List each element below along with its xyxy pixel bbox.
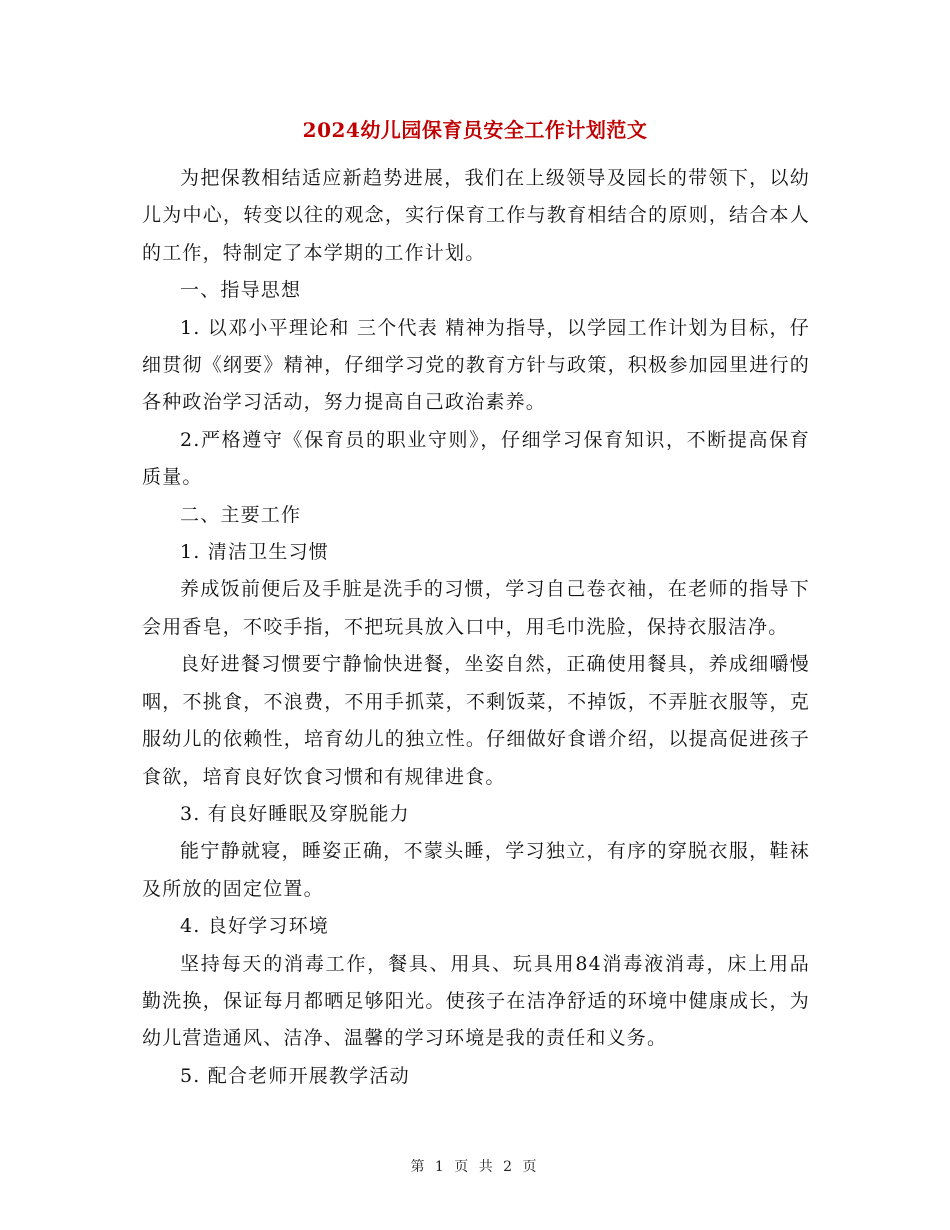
body-paragraph: 1. 以邓小平理论和 三个代表 精神为指导，以学园工作计划为目标，仔细贯彻《纲要》精神，仔细学习党的教育方针与政策，积极参加园里进行的各种政治学习活动，努力提高自己政治素养。 xyxy=(142,316,810,414)
page-number: 第 1 页 共 2 页 xyxy=(410,1159,540,1175)
subheading-teaching-activities: 5. 配合老师开展教学活动 xyxy=(180,1064,410,1087)
body-paragraph: 能宁静就寝，睡姿正确，不蒙头睡，学习独立，有序的穿脱衣服，鞋袜及所放的固定位置。 xyxy=(142,840,810,900)
subheading-sleep: 3. 有良好睡眠及穿脱能力 xyxy=(180,802,410,825)
document-title: 2024幼儿园保育员安全工作计划范文 xyxy=(302,118,648,142)
section-heading-guiding-ideology: 一、指导思想 xyxy=(180,279,302,302)
body-paragraph: 2.严格遵守《保育员的职业守则》，仔细学习保育知识，不断提高保育质量。 xyxy=(142,428,810,489)
intro-paragraph: 为把保教相结适应新趋势进展，我们在上级领导及园长的带领下，以幼儿为中心，转变以往的观念，实行保育工作与教育相结合的原则，结合本人的工作，特制定了本学期的工作计划。 xyxy=(142,167,810,264)
document-body xyxy=(142,160,810,1095)
subheading-environment: 4. 良好学习环境 xyxy=(180,915,329,938)
subheading-hygiene: 1. 清洁卫生习惯 xyxy=(180,541,329,564)
section-heading-main-work: 二、主要工作 xyxy=(180,503,302,526)
body-paragraph: 坚持每天的消毒工作，餐具、用具、玩具用84消毒液消毒，床上用品勤洗换，保证每月都晒足够阳光。使孩子在洁净舒适的环境中健康成长，为幼儿营造通风、洁净、温馨的学习环境是我的责任和义务。 xyxy=(142,952,810,1050)
body-paragraph: 良好进餐习惯要宁静愉快进餐，坐姿自然，正确使用餐具，养成细嚼慢咽，不挑食，不浪费，不用手抓菜，不剩饭菜，不掉饭，不弄脏衣服等，克服幼儿的依赖性，培育幼儿的独立性。仔细做好食谱介绍，以提高促进孩子食欲，培育良好饮食习惯和有规律进食。 xyxy=(142,653,810,788)
body-paragraph: 养成饭前便后及手脏是洗手的习惯，学习自己卷衣袖，在老师的指导下会用香皂，不咬手指，不把玩具放入口中，用毛巾洗脸，保持衣服洁净。 xyxy=(142,578,810,638)
